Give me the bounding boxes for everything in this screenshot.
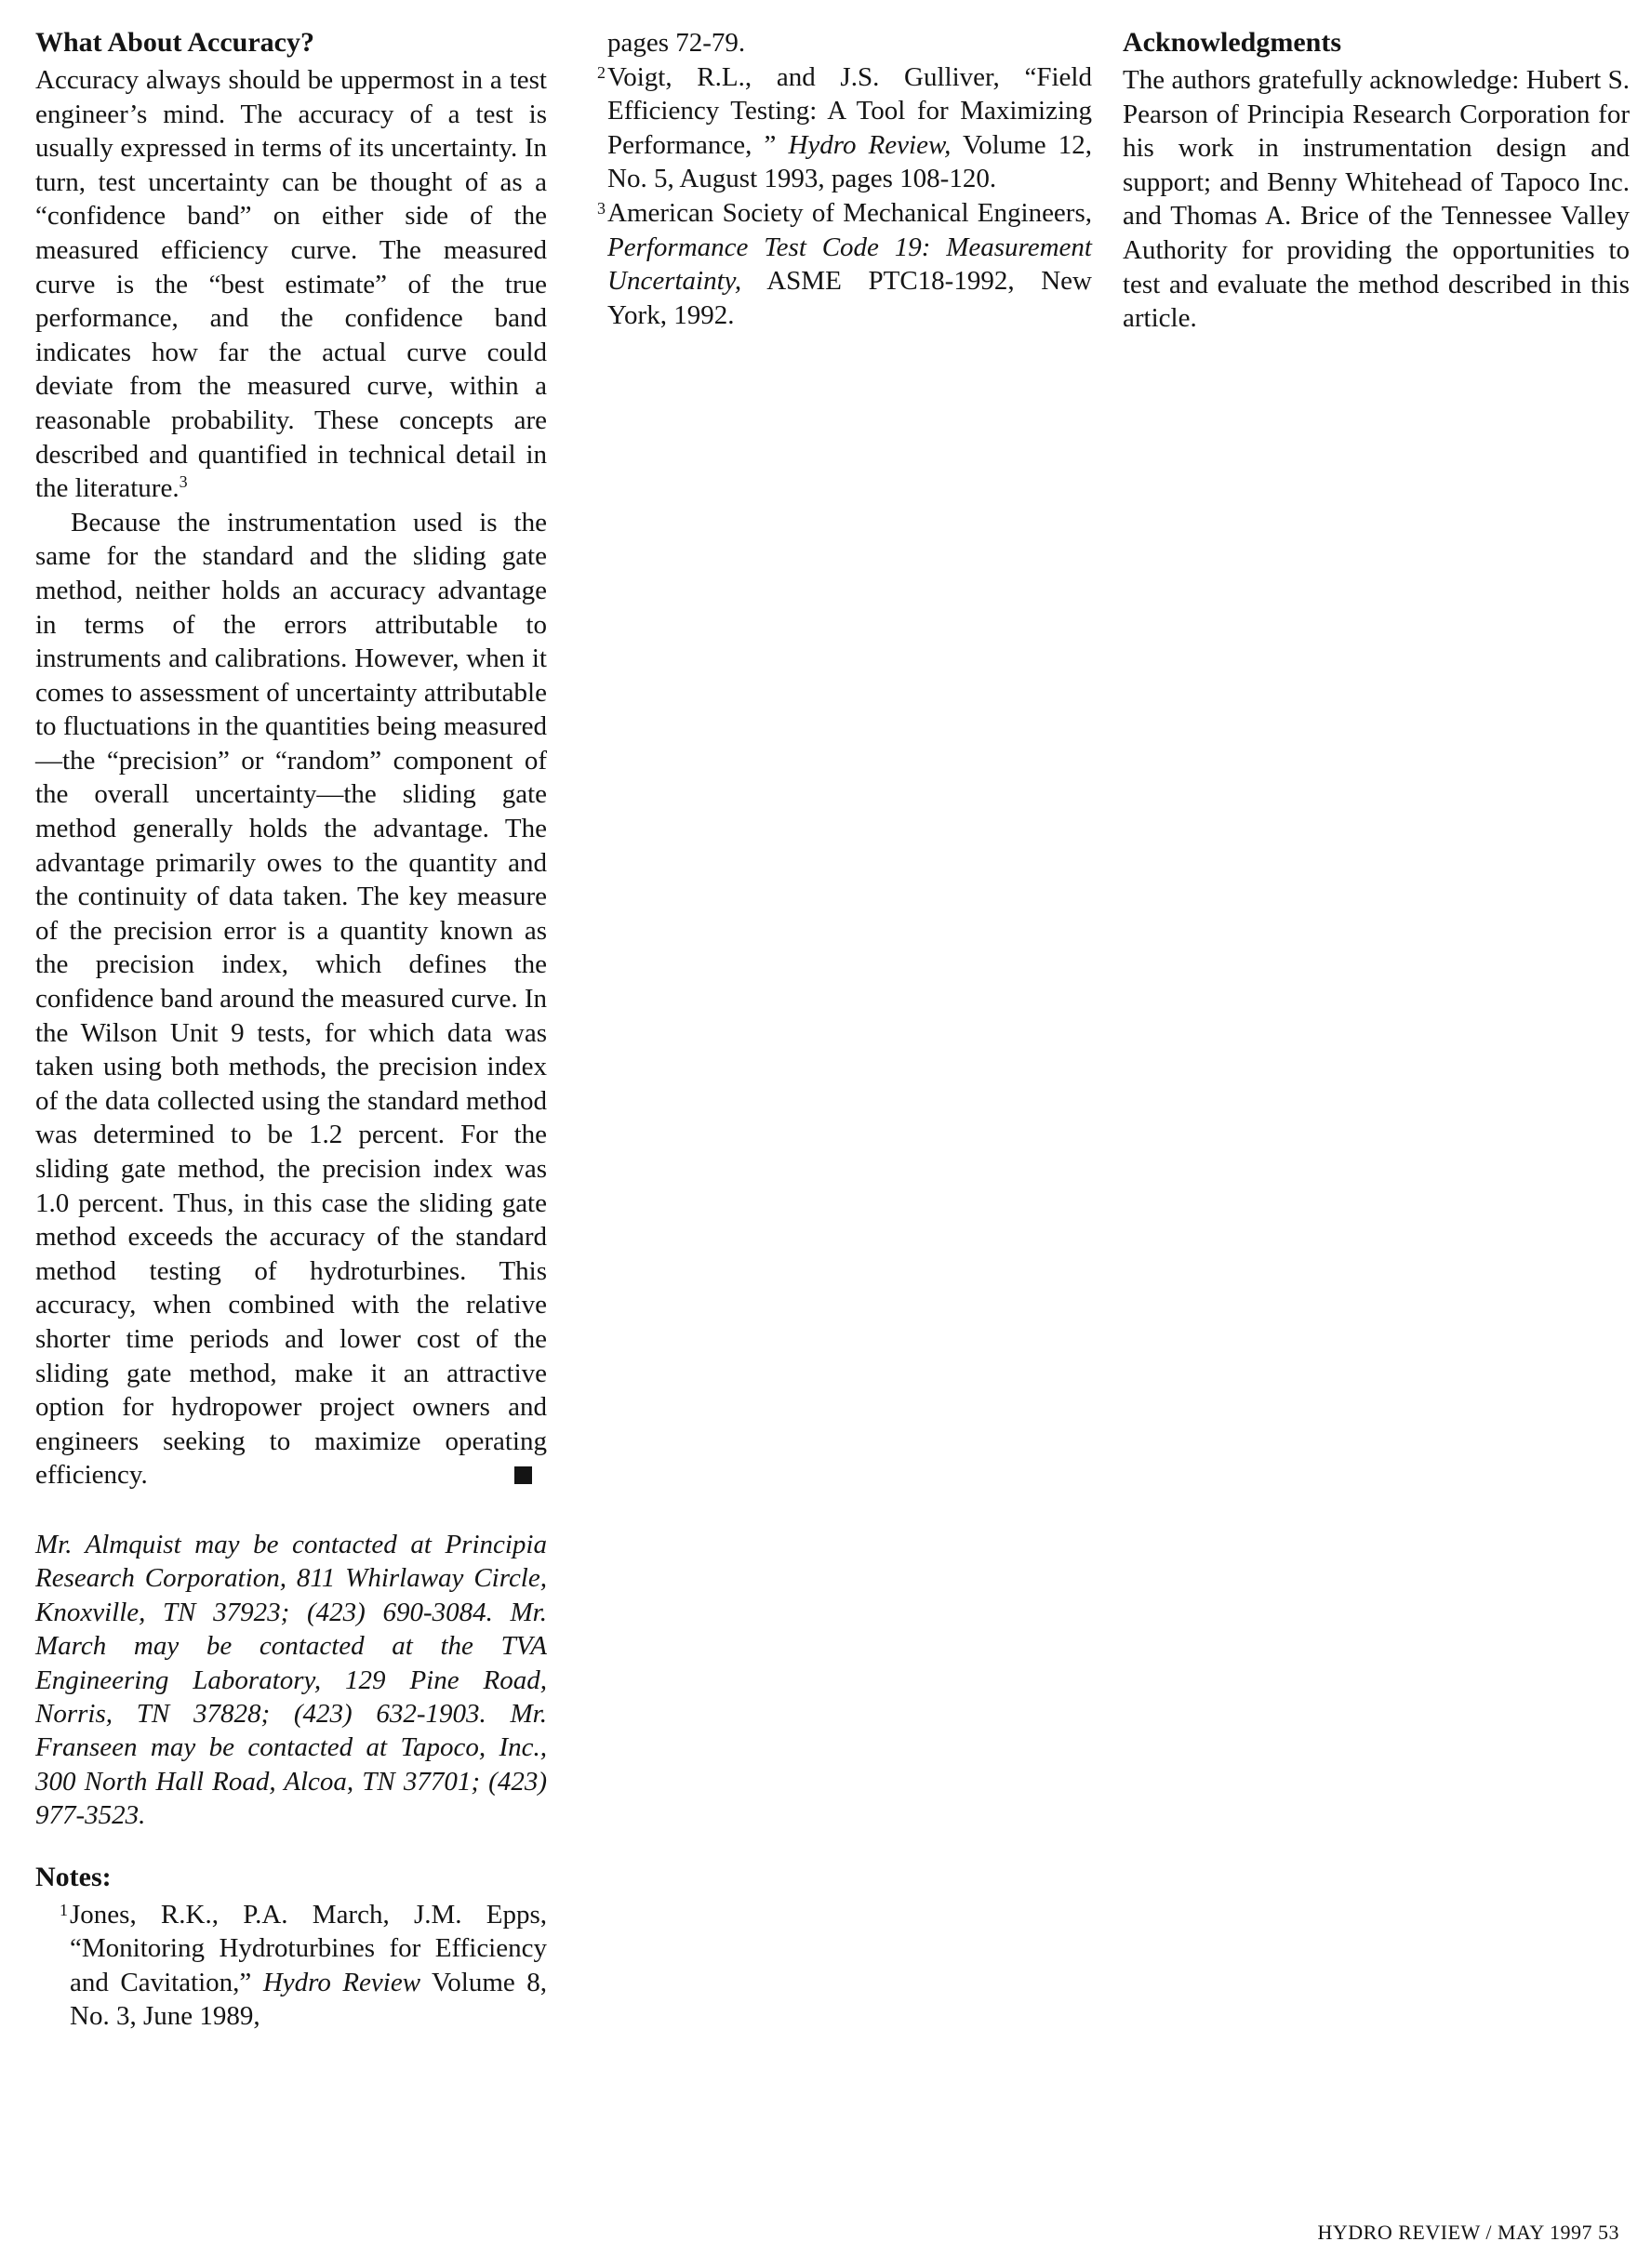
section-heading-accuracy: What About Accuracy? [35,27,314,58]
reference-number: 2 [597,62,606,82]
page-footer: HYDRO REVIEW / MAY 1997 53 [1317,2221,1619,2244]
section-heading-notes: Notes: [35,1861,112,1892]
reference-item-1: $^1$Jones, R.K., P.A. March, J.M. Epps, “Monitoring Hydroturbines for Efficiency and Cavitation,” Hydro Review Volume 8, No. 3, June 1989, [35,1898,547,2034]
column-middle [573,26,1092,332]
reference-number: 1 [60,1900,68,1919]
accuracy-paragraph-2-text: Because the instrumentation used is the same for the standard and the sliding gate method, neither holds an accuracy advantage in terms of the errors attributable to instruments and calibrations. However, when it comes to assessment of uncertainty attributable to fluctuations in the quantities being measured—the “precision” or “random” component of the overall uncertainty—the sliding gate method generally holds the advantage. The advantage primarily owes to the quantity and the continuity of data taken. The key measure of the precision error is a quantity known as the precision index, which defines the confidence band around the measured curve. In the Wilson Unit 9 tests, for which data was taken using both methods, the precision index of the data collected using the standard method was determined to be 1.2 percent. For the sliding gate method, the precision index was 1.0 percent. Thus, in this case the sliding gate method exceeds the accuracy of the standard method testing of hydroturbines. This accuracy, when combined with the relative shorter time periods and lower cost of the sliding gate method, make it an attractive option for hydropower project owners and engineers seeking to maximize operating efficiency. [35,507,547,1491]
accuracy-paragraph-1 [35,63,547,506]
reference-number: 3 [597,198,606,218]
acknowledgments-text: The authors gratefully acknowledge: Hubert S. Pearson of Principia Research Corporation for his work in instrumentation design and support; and Benny Whitehead of Tapoco Inc. and Thomas A. Brice of the Tennessee Valley Authority for providing the opportunities to test and evaluate the method described in this article. [1123,65,1630,334]
accuracy-paragraph-1-text: Accuracy always should be uppermost in a test engineer’s mind. The accuracy of a test is usually expressed in terms of its uncertainty. In turn, test uncertainty can be thought of as a “confidence band” on either side of the measured efficiency curve. The measured curve is the “best estimate” of the true performance, and the confidence band indicates how far the actual curve could deviate from the measured curve, within a reasonable probability. These concepts are described and quantified in technical detail in the literature. [35,65,547,504]
column-left [35,26,547,2034]
end-of-article-mark [514,1466,532,1484]
column-right [1123,26,1630,336]
reference-item-1-continuation: pages 72-79. [607,28,746,58]
section-heading-acknowledgments: Acknowledgments [1123,27,1342,58]
author-contact-info: Mr. Almquist may be contacted at Principia Research Corporation, 811 Whirlaway Circle, Knoxville, TN 37923; (423) 690-3084. Mr. March may be contacted at the TVA Engineering Laboratory, 129 Pine Road, Norris, TN 37828; (423) 632-1903. Mr. Franseen may be contacted at Tapoco, Inc., 300 North Hall Road, Alcoa, TN 37701; (423) 977-3523. [35,1529,547,1831]
reference-item-2: $^2$Voigt, R.L., and J.S. Gulliver, “Field Efficiency Testing: A Tool for Maximizing Performance, ” Hydro Review, Volume 12, No. 5, August 1993, pages 108-120. [573,60,1092,196]
accuracy-paragraph-2 [35,506,547,1492]
reference-marker: 3 [179,472,188,492]
reference-item-3: $^3$American Society of Mechanical Engineers, Performance Test Code 19: Measurement Uncertainty, ASME PTC18-1992, New York, 1992. [573,196,1092,332]
